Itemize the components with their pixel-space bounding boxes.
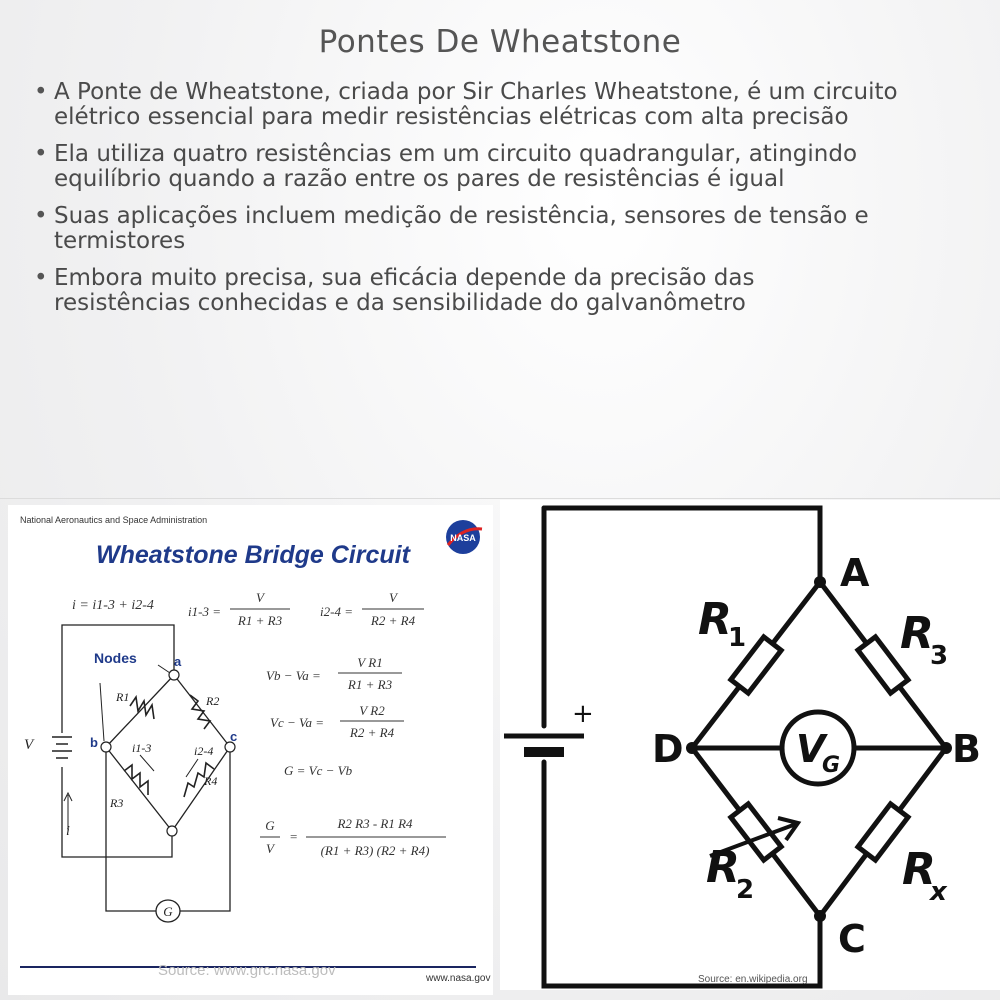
eq-i24-lhs: i2-4 =	[320, 604, 353, 619]
label-node-b: b	[90, 735, 98, 750]
bullet-line: Suas aplicações incluem medição de resistência, sensores de tensão e	[54, 203, 869, 229]
label-r2: R	[706, 842, 740, 893]
eq-i13-den: R1 + R3	[237, 613, 283, 628]
label-r3: R	[900, 608, 934, 659]
label-rx-sub: x	[930, 877, 947, 907]
eq-i13-num: V	[256, 590, 264, 605]
bullet-line: Embora muito precisa, sua eficácia depende da precisão das	[54, 265, 755, 291]
bullet-line: Ela utiliza quatro resistências em um circuito quadrangular, atingindo	[54, 141, 858, 167]
label-node-c: c	[230, 729, 238, 744]
nasa-figure-panel	[8, 505, 493, 995]
eq-gv-lhs-den: V	[266, 841, 274, 856]
eq-vb-den: R1 + R3	[347, 677, 393, 692]
node-b-label: B	[952, 727, 981, 771]
eq-gv-num: R2 R3 - R1 R4	[337, 816, 413, 831]
label-nodes: Nodes	[94, 650, 137, 666]
label-r2: R2	[206, 694, 220, 708]
section-divider	[0, 498, 1000, 499]
bullet-line: resistências conhecidas e da sensibilidade do galvanômetro	[54, 290, 746, 316]
bullet-line: elétrico essencial para medir resistências elétricas com alta precisão	[54, 104, 849, 130]
nasa-figure-svg	[8, 505, 493, 995]
eq-i13-lhs: i1-3 =	[188, 604, 221, 619]
node-a-label: A	[840, 551, 870, 595]
node-d-label: D	[652, 727, 684, 771]
battery-icon	[52, 737, 72, 758]
bullet-item	[28, 80, 978, 130]
label-i: i	[66, 824, 70, 839]
label-i24: i2-4	[194, 744, 214, 758]
eq-vc-num: V R2	[359, 703, 385, 718]
bullet-item	[28, 204, 978, 254]
bridge-wires	[544, 508, 949, 986]
node-c-label: C	[838, 917, 866, 961]
label-vg-sub: G	[822, 753, 841, 778]
wiki-figure-panel	[500, 500, 1000, 990]
eq-vc-lhs: Vc − Va =	[270, 715, 325, 730]
source-label: Source: en.wikipedia.org	[698, 974, 808, 985]
bullet-line: equilíbrio quando a razão entre os pares de resistências é igual	[54, 166, 785, 192]
current-arrows	[64, 665, 198, 831]
label-v: V	[24, 737, 34, 753]
voltmeter-icon	[782, 712, 854, 784]
eq-vb-lhs: Vb − Va =	[266, 668, 321, 683]
svg-text:=: =	[290, 829, 298, 844]
bullet-item	[28, 142, 978, 192]
eq-vc-den: R2 + R4	[349, 725, 395, 740]
battery-icon	[504, 699, 594, 752]
figure-heading: Wheatstone Bridge Circuit	[96, 541, 410, 569]
nasa-logo-icon	[446, 520, 482, 554]
galvanometer-icon	[156, 900, 180, 922]
battery-plus: +	[572, 699, 594, 729]
label-g: G	[163, 904, 173, 919]
wiki-figure-svg	[500, 500, 1000, 990]
label-r3: R3	[110, 796, 124, 810]
agency-label: National Aeronautics and Space Administration	[20, 515, 208, 525]
eq-i24-den: R2 + R4	[370, 613, 416, 628]
source-label: Source: www.grc.nasa.gov	[158, 962, 336, 979]
nasa-url-label: www.nasa.gov	[426, 973, 491, 984]
eq-i24-num: V	[389, 590, 397, 605]
label-r2-sub: 2	[736, 875, 755, 905]
bullet-item	[28, 266, 978, 316]
label-r3-sub: 3	[930, 641, 949, 671]
page-title: Pontes De Wheatstone	[318, 24, 682, 60]
label-node-a: a	[174, 654, 182, 669]
label-rx: R	[902, 844, 936, 895]
eq-vb-num: V R1	[357, 655, 383, 670]
label-r1: R1	[116, 690, 130, 704]
label-r1: R	[698, 594, 732, 645]
resistor-rx	[858, 804, 908, 860]
bullet-line: termistores	[54, 228, 186, 254]
eq-gv-lhs-num: G	[265, 818, 275, 833]
eq-total-current: i = i1-3 + i2-4	[72, 598, 154, 613]
eq-gv-den: (R1 + R3) (R2 + R4)	[320, 843, 430, 858]
bullet-list	[28, 80, 978, 328]
label-vg: V	[796, 727, 826, 771]
nasa-logo-text: NASA	[450, 533, 476, 543]
label-r4: R4	[204, 774, 218, 788]
label-i13: i1-3	[132, 741, 152, 755]
label-r1-sub: 1	[728, 623, 747, 653]
bullet-line: A Ponte de Wheatstone, criada por Sir Charles Wheatstone, é um circuito	[54, 79, 898, 105]
eq-g: G = Vc − Vb	[284, 763, 353, 778]
